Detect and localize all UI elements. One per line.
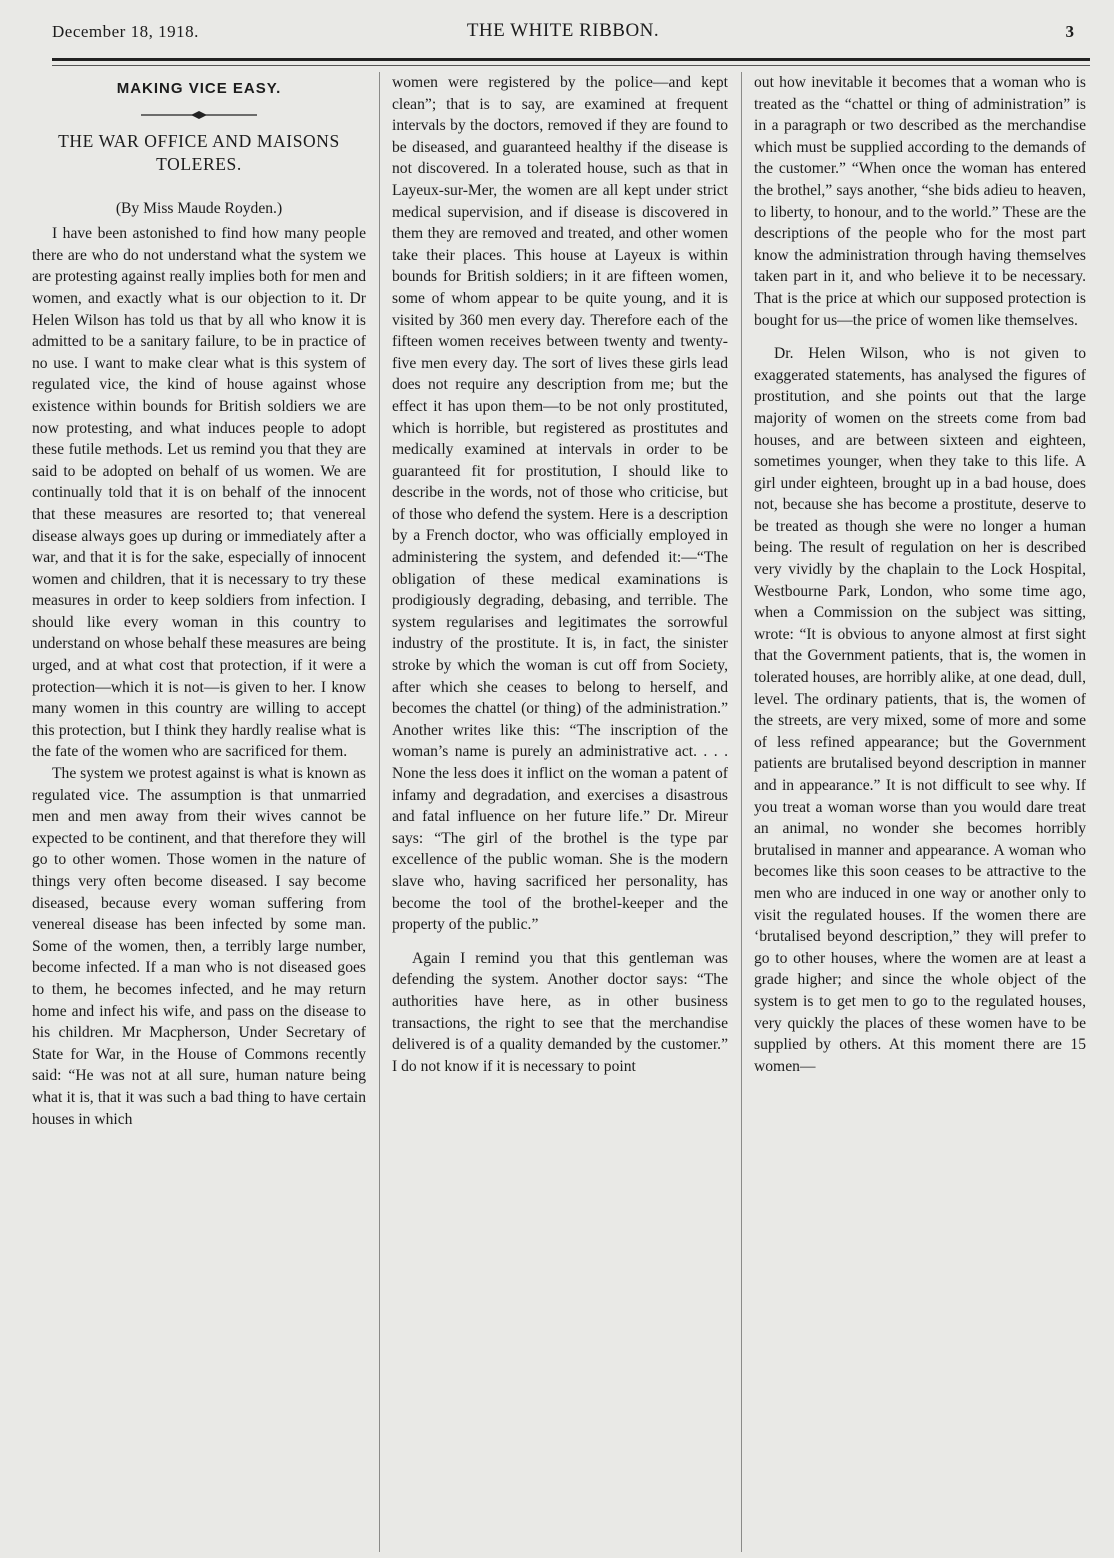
issue-date: December 18, 1918. [52,22,199,41]
paragraph: women were registered by the police—and kept clean”; that is to say, are examined at frequent intervals by the doctors, removed if they are found to be diseased, and guaranteed healthy if the disease is not discovered. In a tolerated house, such as that in Layeux-sur-Mer, the women are all kept under strict medical supervision, and if disease is discovered in them they are removed and treated, and other women take their places. This house at Layeux is within bounds for British soldiers; in it are fifteen women, some of whom appear to be quite young, and it is visited by 360 men every day. Therefore each of the fifteen women receives between twenty and twenty-five men every day. The sort of lives these girls lead does not require any description from me; but the effect it has upon them—to be not only prostituted, which is horrible, but registered as prostitutes and medically examined at intervals in order to be guaranteed fit for prostitution, I should like to describe in the words, not of those who criticise, but of those who defend the system. Here is a description by a French doctor, who was officially employed in administering the system, and defended it:—“The obligation of these medical examinations is prodigiously degrading, debasing, and terrible. The system regularises and legitimates the sorrowful industry of the prostitute. It is, in fact, the sinister stroke by which the woman is cut off from Society, after which she ceases to belong to herself, and becomes the chattel (or thing) of the administration.” Another writes like this: “The inscription of the woman’s name is purely an administrative act. . . . None the less does it inflict on the woman a patent of infamy and degradation, and exercises a disastrous and fatal influence on her future life.” Dr. Mireur says: “The girl of the brothel is the type par excellence of the public woman. She is the modern slave who, having sacrificed her personality, has become the tool of the brothel-keeper and the property of the public.” [392,74,728,934]
paragraph: I have been astonished to find how many people there are who do not understand what the system we are protesting against really implies both for men and women, and exactly what is our objection to it. Dr Helen Wilson has told us that by all who know it is admitted to be a sanitary failure, to be in practice of no use. I want to make clear what is this system of regulated vice, the kind of house against whose existence within bounds for British soldiers we are now protesting, and what induces people to adopt these futile methods. Let us remind you that they are said to be adopted on behalf of us women. We are continually told that it is on behalf of the innocent that these measures are resorted to; that venereal disease always goes up during or immediately after a war, and that it is for the sake, especially of innocent women and children, that it is necessary to try these measures in order to keep soldiers from infection. I should like every woman in this country to understand on whose behalf these measures are being urged, and at what cost that protection, if it were a protection—which it is not—is given to her. I know many women in this country are willing to accept this protection, but I think they hardly realise what is the fate of the women who are sacrificed for them. [32,225,366,761]
paragraph: Again I remind you that this gentleman was defending the system. Another doctor says: “The authorities have here, as in other business transactions, the right to see that the merchandise delivered is of a quality demanded by the customer.” I do not know if it is necessary to point [392,949,728,1075]
column-2 [392,72,728,1558]
paragraph: The system we protest against is what is known as regulated vice. The assumption is that unmarried men and men away from their wives cannot be expected to be continent, and that therefore they will go to other women. Those women in the nature of things very often become diseased. I say become diseased, because every woman suffering from venereal disease has been infected by some man. Some of the women, then, a terribly large number, become infected. If a man who is not diseased goes to them, he becomes infected, and he may return home and infect his wife, and pass on the disease to his children. Mr Macpherson, Under Secretary of State for War, in the House of Commons recently said: “He was not at all sure, human nature being what it is, that it was such a bad thing to have certain houses in which [32,765,366,1128]
page-number: 3 [1065,22,1074,41]
paragraph: Dr. Helen Wilson, who is not given to exaggerated statements, has analysed the figures of prostitution, and she points out that the large majority of women on the streets come from bad houses, and are between sixteen and eighteen, sometimes younger, when they take to this life. A girl under eighteen, brought up in a bad house, does not, because she has become a prostitute, deserve to be treated as though she were no longer a human being. The result of regulation on her is described very vividly by the chaplain to the Lock Hospital, Westbourne Park, London, who some time ago, when a Commission on the subject was sitting, wrote: “It is obvious to anyone almost at first sight that the Government patients, that is, the women in tolerated houses, are horribly alike, at one dead, dull, level. The ordinary patients, that is, the women of the streets, are very mixed, some of more and some of less refined appearance; but the Government patients are brutalised beyond description in manner and in appearance.” It is not difficult to see why. If you treat a woman worse than you would dare treat an animal, no wonder she becomes horribly brutalised in manner and appearance. A woman who becomes like this soon ceases to be attractive to the men who are induced in one way or another only to visit the regulated houses. If the women there are ‘brutalised beyond description,” they will prefer to go to other houses, where the women are at least a grade higher; and since the whole object of the system is to get men to go to the regulated houses, very quickly the places of these women have to be supplied by others. At this moment there are 15 women— [754,345,1086,1075]
column-1 [32,72,366,1558]
header-rule-thick [52,58,1090,61]
article-heading: MAKING VICE EASY. [116,80,282,97]
page-header [52,20,1074,50]
article-subheading: THE WAR OFFICE AND MAISONS TOLERES. [58,130,340,174]
header-rule-thin [52,65,1090,66]
column-divider [379,72,380,1552]
ornament-rule-icon [139,110,259,120]
column-divider [741,72,742,1552]
publication-title: THE WHITE RIBBON. [466,20,660,41]
paragraph: out how inevitable it becomes that a woman who is treated as the “chattel or thing of administration” is in a paragraph or two described as the merchandise which must be supplied according to the demands of the customer.” “When once the woman has entered the brothel,” says another, “she bids adieu to heaven, to liberty, to honour, and to the world.” These are the descriptions of the people who for the most part know the administration through having themselves taken part in it, and who believe it to be necessary. That is the price at which our supposed protection is bought for us—the price of women like themselves. [754,74,1086,329]
column-3 [754,72,1086,1558]
article-byline: (By Miss Maude Royden.) [115,199,283,217]
